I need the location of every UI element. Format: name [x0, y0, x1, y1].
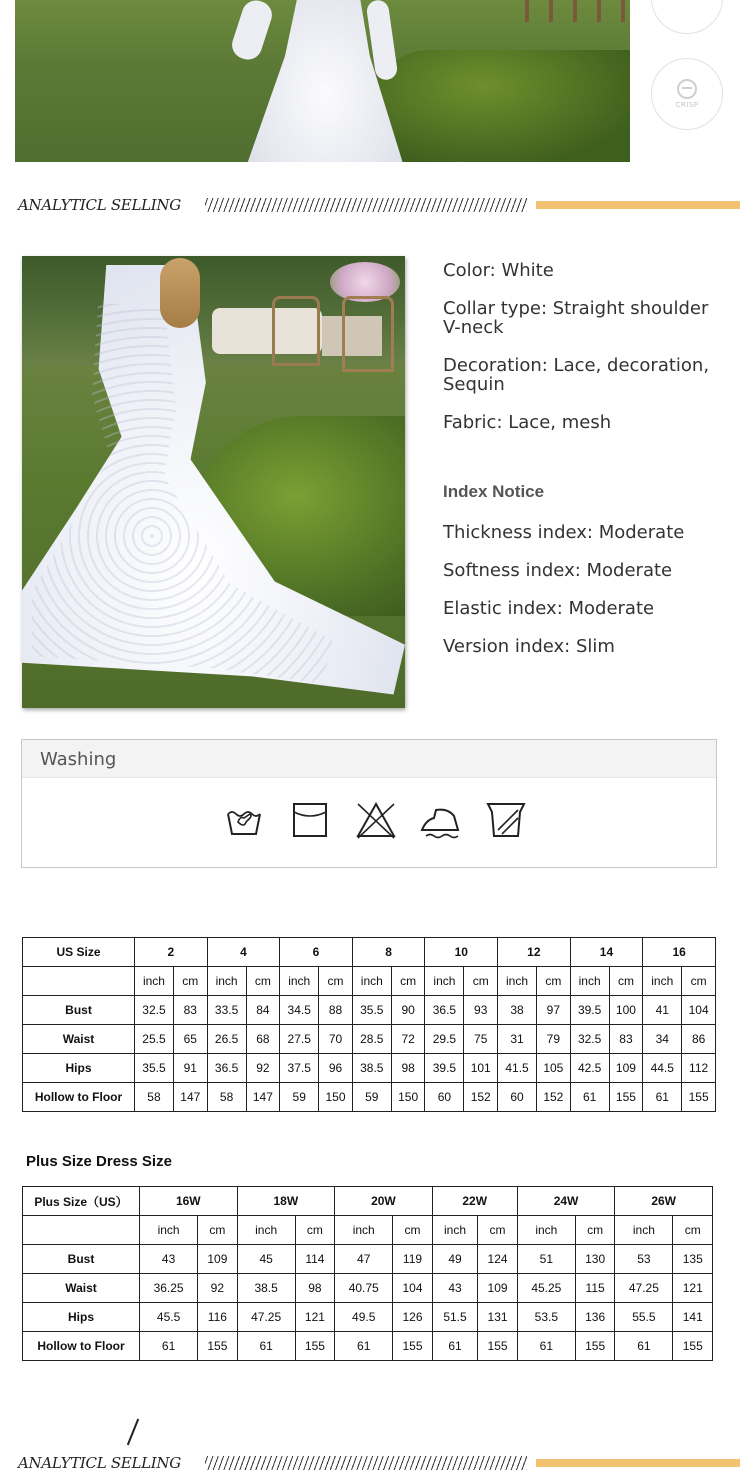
data-cell: 150 — [391, 1083, 425, 1112]
unit-cell: inch — [643, 967, 682, 996]
section-header-bottom — [0, 1450, 750, 1477]
index-thickness: Thickness index: Moderate — [443, 522, 685, 543]
data-cell: 61 — [643, 1083, 682, 1112]
washing-header — [22, 740, 716, 778]
data-cell: 112 — [682, 1054, 716, 1083]
unit-cell: inch — [432, 1216, 478, 1245]
data-cell: 104 — [393, 1274, 432, 1303]
unit-cell: cm — [295, 1216, 334, 1245]
left-sleeve — [228, 0, 275, 63]
washing-title: Washing — [40, 749, 117, 770]
unit-cell: cm — [246, 967, 280, 996]
crisp-badge-label: CRISP — [675, 101, 699, 109]
attr-collar: Collar type: Straight shoulder — [443, 298, 709, 319]
data-cell: 91 — [173, 1054, 207, 1083]
size-cell: 18W — [237, 1187, 335, 1216]
crisp-badge — [651, 58, 723, 130]
section-title: ANALYTICL SELLING — [18, 196, 181, 214]
unit-cell: cm — [609, 967, 643, 996]
data-cell: 121 — [673, 1274, 713, 1303]
us-size-table — [22, 937, 716, 1112]
table-row — [23, 1274, 713, 1303]
feature-badge — [651, 0, 723, 34]
dry-flat-icon — [484, 798, 528, 842]
unit-row — [23, 1216, 713, 1245]
data-cell: 55.5 — [615, 1303, 673, 1332]
blank-cell — [23, 967, 135, 996]
data-cell: 131 — [478, 1303, 517, 1332]
data-cell: 88 — [319, 996, 353, 1025]
data-cell: 75 — [464, 1025, 498, 1054]
hand-wash-icon — [222, 798, 266, 842]
data-cell: 27.5 — [280, 1025, 319, 1054]
row-label: Hollow to Floor — [23, 1083, 135, 1112]
data-cell: 33.5 — [207, 996, 246, 1025]
data-cell: 61 — [140, 1332, 198, 1361]
data-cell: 61 — [615, 1332, 673, 1361]
data-cell: 51 — [517, 1245, 575, 1274]
data-cell: 147 — [173, 1083, 207, 1112]
decorative-slash — [127, 1419, 139, 1446]
size-cell: 2 — [135, 938, 208, 967]
data-cell: 116 — [198, 1303, 237, 1332]
row-label: Bust — [23, 1245, 140, 1274]
data-cell: 98 — [391, 1054, 425, 1083]
data-cell: 121 — [295, 1303, 334, 1332]
data-cell: 155 — [478, 1332, 517, 1361]
data-cell: 45 — [237, 1245, 295, 1274]
size-cell: 4 — [207, 938, 280, 967]
data-cell: 141 — [673, 1303, 713, 1332]
data-cell: 114 — [295, 1245, 334, 1274]
data-cell: 79 — [537, 1025, 571, 1054]
data-cell: 155 — [198, 1332, 237, 1361]
size-cell: 8 — [352, 938, 425, 967]
dress-photo — [22, 256, 405, 708]
data-cell: 38.5 — [237, 1274, 295, 1303]
data-cell: 43 — [140, 1245, 198, 1274]
section-title-bottom: ANALYTICL SELLING — [18, 1454, 181, 1472]
row-label: Hips — [23, 1303, 140, 1332]
data-cell: 84 — [246, 996, 280, 1025]
data-cell: 39.5 — [425, 1054, 464, 1083]
size-cell: 16W — [140, 1187, 238, 1216]
attr-decoration-cont: Sequin — [443, 374, 505, 395]
accent-bar — [536, 1459, 740, 1467]
data-cell: 47.25 — [237, 1303, 295, 1332]
unit-cell: cm — [537, 967, 571, 996]
size-cell: 26W — [615, 1187, 713, 1216]
row-label: Waist — [23, 1274, 140, 1303]
data-cell: 155 — [609, 1083, 643, 1112]
unit-cell: inch — [140, 1216, 198, 1245]
data-cell: 152 — [537, 1083, 571, 1112]
data-cell: 34 — [643, 1025, 682, 1054]
data-cell: 104 — [682, 996, 716, 1025]
data-cell: 36.25 — [140, 1274, 198, 1303]
size-header-row — [23, 1187, 713, 1216]
data-cell: 26.5 — [207, 1025, 246, 1054]
row-label: Hollow to Floor — [23, 1332, 140, 1361]
data-cell: 36.5 — [207, 1054, 246, 1083]
size-cell: 16 — [643, 938, 716, 967]
data-cell: 109 — [478, 1274, 517, 1303]
data-cell: 130 — [575, 1245, 614, 1274]
data-cell: 155 — [673, 1332, 713, 1361]
unit-cell: inch — [280, 967, 319, 996]
size-cell: 24W — [517, 1187, 615, 1216]
unit-row — [23, 967, 716, 996]
unit-cell: cm — [319, 967, 353, 996]
data-cell: 72 — [391, 1025, 425, 1054]
corner-cell: US Size — [23, 938, 135, 967]
data-cell: 53.5 — [517, 1303, 575, 1332]
data-cell: 105 — [537, 1054, 571, 1083]
data-cell: 136 — [575, 1303, 614, 1332]
data-cell: 31 — [498, 1025, 537, 1054]
unit-cell: inch — [335, 1216, 393, 1245]
data-cell: 83 — [609, 1025, 643, 1054]
data-cell: 61 — [237, 1332, 295, 1361]
unit-cell: cm — [478, 1216, 517, 1245]
unit-cell: cm — [575, 1216, 614, 1245]
data-cell: 101 — [464, 1054, 498, 1083]
data-cell: 47 — [335, 1245, 393, 1274]
data-cell: 60 — [498, 1083, 537, 1112]
data-cell: 155 — [682, 1083, 716, 1112]
slash-divider — [205, 1456, 527, 1470]
data-cell: 45.5 — [140, 1303, 198, 1332]
data-cell: 40.75 — [335, 1274, 393, 1303]
data-cell: 25.5 — [135, 1025, 174, 1054]
tumble-dry-icon — [288, 798, 332, 842]
data-cell: 49 — [432, 1245, 478, 1274]
data-cell: 43 — [432, 1274, 478, 1303]
data-cell: 44.5 — [643, 1054, 682, 1083]
table-row — [23, 1054, 716, 1083]
unit-cell: inch — [352, 967, 391, 996]
unit-cell: cm — [393, 1216, 432, 1245]
table-row — [23, 1245, 713, 1274]
unit-cell: cm — [173, 967, 207, 996]
data-cell: 60 — [425, 1083, 464, 1112]
model-hair — [160, 258, 200, 328]
chair-legs — [505, 0, 630, 22]
data-cell: 96 — [319, 1054, 353, 1083]
data-cell: 49.5 — [335, 1303, 393, 1332]
data-cell: 47.25 — [615, 1274, 673, 1303]
data-cell: 86 — [682, 1025, 716, 1054]
data-cell: 109 — [198, 1245, 237, 1274]
data-cell: 98 — [295, 1274, 334, 1303]
table-row — [23, 1303, 713, 1332]
data-cell: 109 — [609, 1054, 643, 1083]
data-cell: 147 — [246, 1083, 280, 1112]
unit-cell: inch — [135, 967, 174, 996]
index-notice-heading: Index Notice — [443, 482, 545, 501]
unit-cell: cm — [682, 967, 716, 996]
data-cell: 42.5 — [570, 1054, 609, 1083]
blank-cell — [23, 1216, 140, 1245]
size-cell: 12 — [498, 938, 571, 967]
unit-cell: cm — [391, 967, 425, 996]
size-cell: 14 — [570, 938, 643, 967]
top-product-photo — [15, 0, 630, 162]
unit-cell: inch — [615, 1216, 673, 1245]
data-cell: 83 — [173, 996, 207, 1025]
data-cell: 93 — [464, 996, 498, 1025]
unit-cell: inch — [517, 1216, 575, 1245]
unit-cell: inch — [207, 967, 246, 996]
data-cell: 70 — [319, 1025, 353, 1054]
data-cell: 38.5 — [352, 1054, 391, 1083]
data-cell: 29.5 — [425, 1025, 464, 1054]
index-softness: Softness index: Moderate — [443, 560, 673, 581]
unit-cell: cm — [673, 1216, 713, 1245]
chair — [272, 296, 320, 366]
table-row — [23, 1083, 716, 1112]
data-cell: 59 — [352, 1083, 391, 1112]
data-cell: 59 — [280, 1083, 319, 1112]
data-cell: 51.5 — [432, 1303, 478, 1332]
attr-color: Color: White — [443, 260, 554, 281]
unit-cell: cm — [198, 1216, 237, 1245]
care-icons — [222, 798, 532, 842]
plus-size-table — [22, 1186, 713, 1361]
unit-cell: inch — [237, 1216, 295, 1245]
data-cell: 68 — [246, 1025, 280, 1054]
data-cell: 61 — [432, 1332, 478, 1361]
data-cell: 58 — [135, 1083, 174, 1112]
data-cell: 28.5 — [352, 1025, 391, 1054]
do-not-bleach-icon — [354, 798, 398, 842]
index-elastic: Elastic index: Moderate — [443, 598, 655, 619]
data-cell: 150 — [319, 1083, 353, 1112]
data-cell: 97 — [537, 996, 571, 1025]
iron-low-icon — [418, 798, 462, 842]
index-version: Version index: Slim — [443, 636, 615, 657]
data-cell: 92 — [246, 1054, 280, 1083]
row-label: Waist — [23, 1025, 135, 1054]
data-cell: 92 — [198, 1274, 237, 1303]
unit-cell: inch — [498, 967, 537, 996]
table-row — [23, 1025, 716, 1054]
section-header — [0, 192, 750, 222]
plus-size-title: Plus Size Dress Size — [26, 1153, 172, 1170]
chair — [342, 296, 394, 372]
data-cell: 119 — [393, 1245, 432, 1274]
data-cell: 38 — [498, 996, 537, 1025]
data-cell: 155 — [575, 1332, 614, 1361]
data-cell: 32.5 — [570, 1025, 609, 1054]
slash-divider — [205, 198, 527, 212]
data-cell: 155 — [295, 1332, 334, 1361]
crisp-icon — [677, 79, 697, 99]
washing-panel — [21, 739, 717, 868]
size-header-row — [23, 938, 716, 967]
size-cell: 20W — [335, 1187, 433, 1216]
attr-fabric: Fabric: Lace, mesh — [443, 412, 612, 433]
size-cell: 6 — [280, 938, 353, 967]
data-cell: 124 — [478, 1245, 517, 1274]
data-cell: 35.5 — [352, 996, 391, 1025]
data-cell: 126 — [393, 1303, 432, 1332]
data-cell: 61 — [570, 1083, 609, 1112]
data-cell: 35.5 — [135, 1054, 174, 1083]
hedge — [370, 50, 630, 162]
size-cell: 22W — [432, 1187, 517, 1216]
data-cell: 100 — [609, 996, 643, 1025]
data-cell: 39.5 — [570, 996, 609, 1025]
data-cell: 53 — [615, 1245, 673, 1274]
data-cell: 45.25 — [517, 1274, 575, 1303]
attr-collar-cont: V-neck — [443, 317, 504, 338]
unit-cell: inch — [570, 967, 609, 996]
data-cell: 36.5 — [425, 996, 464, 1025]
table-row — [23, 996, 716, 1025]
corner-cell: Plus Size（US） — [23, 1187, 140, 1216]
data-cell: 65 — [173, 1025, 207, 1054]
data-cell: 115 — [575, 1274, 614, 1303]
data-cell: 61 — [517, 1332, 575, 1361]
accent-bar — [536, 201, 740, 209]
data-cell: 135 — [673, 1245, 713, 1274]
data-cell: 32.5 — [135, 996, 174, 1025]
data-cell: 37.5 — [280, 1054, 319, 1083]
unit-cell: inch — [425, 967, 464, 996]
data-cell: 90 — [391, 996, 425, 1025]
row-label: Bust — [23, 996, 135, 1025]
data-cell: 155 — [393, 1332, 432, 1361]
data-cell: 152 — [464, 1083, 498, 1112]
data-cell: 61 — [335, 1332, 393, 1361]
row-label: Hips — [23, 1054, 135, 1083]
size-cell: 10 — [425, 938, 498, 967]
data-cell: 34.5 — [280, 996, 319, 1025]
unit-cell: cm — [464, 967, 498, 996]
data-cell: 58 — [207, 1083, 246, 1112]
attr-decoration: Decoration: Lace, decoration, — [443, 355, 710, 376]
table-row — [23, 1332, 713, 1361]
data-cell: 41 — [643, 996, 682, 1025]
data-cell: 41.5 — [498, 1054, 537, 1083]
